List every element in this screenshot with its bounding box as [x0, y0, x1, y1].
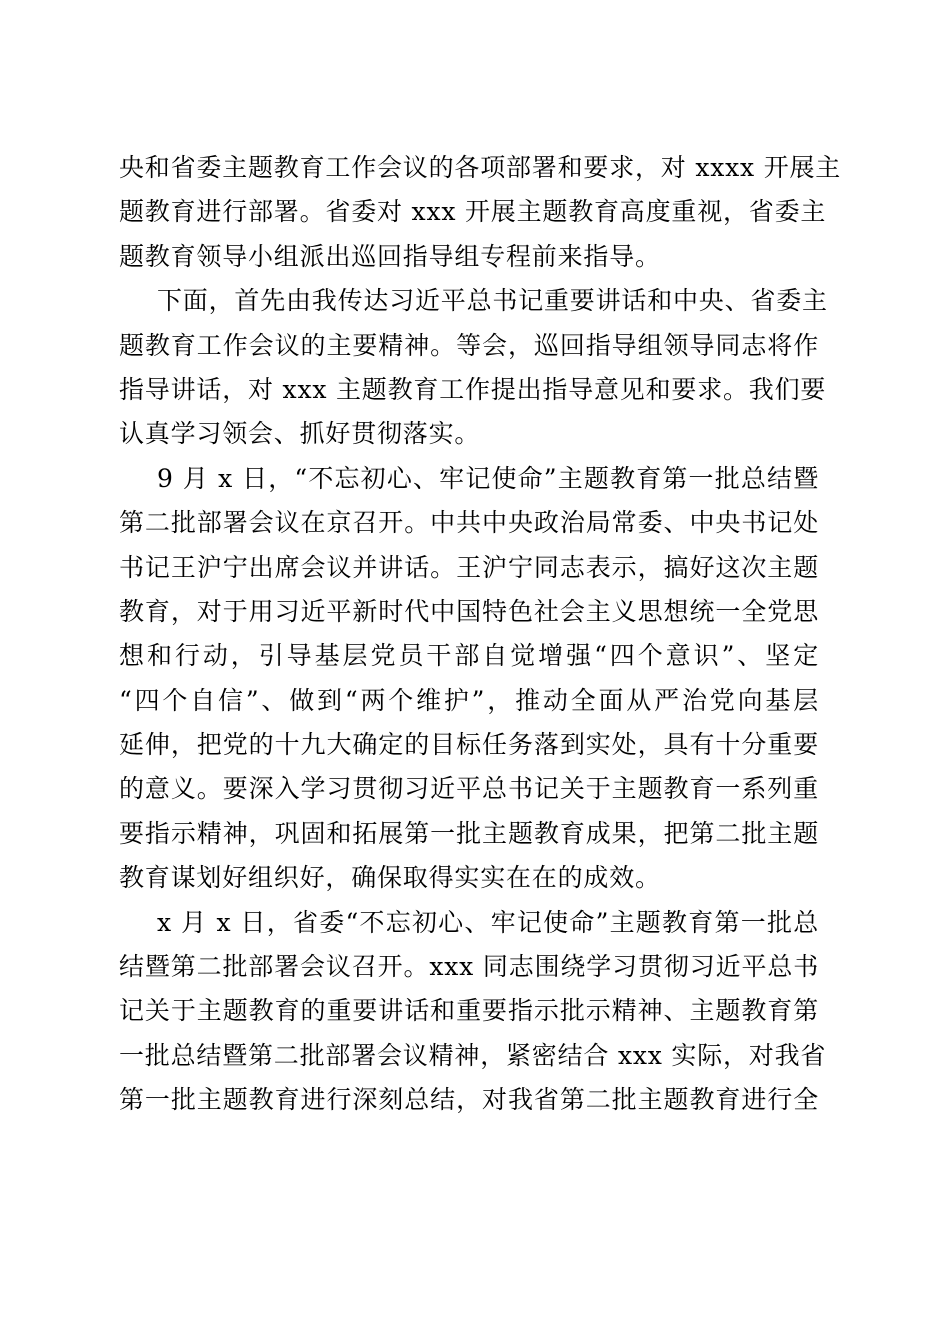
text-line: 题教育工作会议的主要精神。等会，巡回指导组领导同志将作	[119, 330, 819, 360]
text-line: 指导讲话，对 xxx 主题教育工作提出指导意见和要求。我们要	[119, 374, 827, 404]
paragraph-first-line: 下面，首先由我传达习近平总书记重要讲话和中央、省委主	[157, 286, 828, 316]
text-line: 要指示精神，巩固和拓展第一批主题教育成果，把第二批主题	[119, 818, 819, 848]
text-line: 题教育领导小组派出巡回指导组专程前来指导。	[119, 241, 661, 271]
document-body	[119, 146, 842, 1123]
text-line: 教育谋划好组织好，确保取得实实在在的成效。	[119, 863, 661, 893]
text-line: 延伸，把党的十九大确定的目标任务落到实处，具有十分重要	[119, 730, 819, 760]
text-line: 记关于主题教育的重要讲话和重要指示批示精神、主题教育第	[119, 996, 819, 1026]
text-line: 书记王沪宁出席会议并讲话。王沪宁同志表示，搞好这次主题	[119, 552, 819, 582]
text-line: 第一批主题教育进行深刻总结，对我省第二批主题教育进行全	[119, 1085, 819, 1115]
paragraph-first-line: x 月 x 日，省委“不忘初心、牢记使命”主题教育第一批总	[157, 907, 819, 937]
text-line: 第二批部署会议在京召开。中共中央政治局常委、中央书记处	[119, 508, 819, 538]
text-line: 结暨第二批部署会议召开。xxx 同志围绕学习贯彻习近平总书	[119, 952, 819, 982]
paragraph-first-line: 9 月 x 日，“不忘初心、牢记使命”主题教育第一批总结暨	[157, 463, 819, 493]
text-line: 的意义。要深入学习贯彻习近平总书记关于主题教育一系列重	[119, 774, 819, 804]
text-line: 一批总结暨第二批部署会议精神，紧密结合 xxx 实际，对我省	[119, 1040, 827, 1070]
text-line: 想和行动，引导基层党员干部自觉增强“四个意识”、坚定	[119, 641, 819, 671]
text-line: 教育，对于用习近平新时代中国特色社会主义思想统一全党思	[119, 596, 819, 626]
text-line: 央和省委主题教育工作会议的各项部署和要求，对 xxxx 开展主	[119, 153, 842, 182]
text-line: 认真学习领会、抓好贯彻落实。	[119, 419, 481, 449]
text-line: “四个自信”、做到“两个维护”，推动全面从严治党向基层	[119, 685, 819, 715]
text-line: 题教育进行部署。省委对 xxx 开展主题教育高度重视，省委主	[119, 197, 827, 227]
